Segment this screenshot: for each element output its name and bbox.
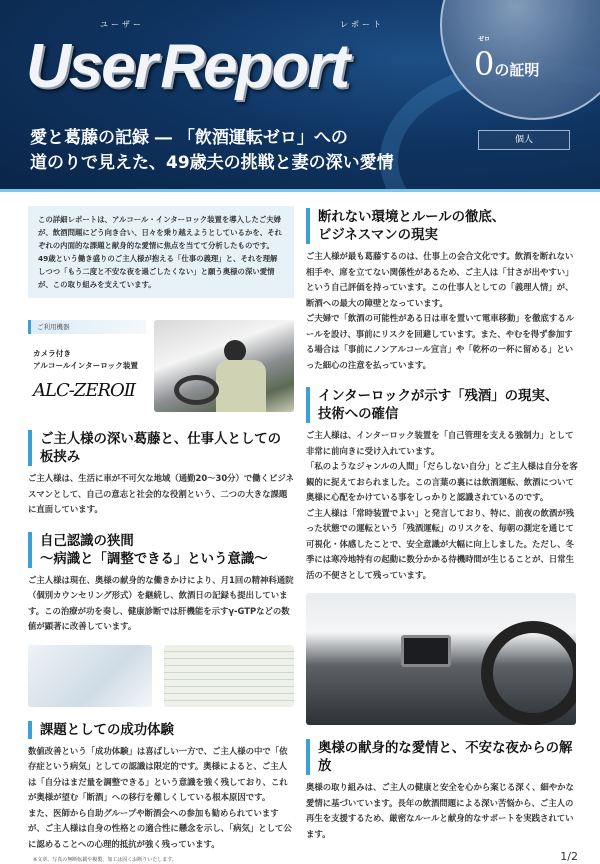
section-body: ご主人様が最も葛藤するのは、仕事上の会合文化です。飲酒を断れない相手や、席を立てない関係性があるため、ご主人は「甘さが出やすい」という自己評価を持っています。この仕事人としての「義理人情」が、断酒への最大の障壁となっています。 ご夫婦で「飲酒の可能性がある日は車を置いて電車移動」を徹底するルールを設け、事前にリスクを回避しています。また、やむを得ず参加する場合は「事前にノンアルコール宣言」や「乾杯の一杯に留める」といった細心の注意を払っています。 xyxy=(306,251,574,370)
section-heading: インターロックが示す「残酒」の現実、 技術への確信 xyxy=(306,387,578,423)
doctor-photo xyxy=(28,645,152,707)
section-heading: 奥様の献身的な愛情と、不安な夜からの解放 xyxy=(306,739,578,775)
page-number-row xyxy=(306,850,578,864)
product-logo: ALC-ZEROⅡ xyxy=(33,380,135,401)
category-tag: 個人 xyxy=(478,130,570,150)
section-heading: 自己認識の狭間 〜病識と「調整できる」という意識〜 xyxy=(28,532,294,568)
driver-photo xyxy=(154,320,294,412)
user-report-logo: User Report xyxy=(26,32,349,101)
page-number: 1/2 xyxy=(560,850,578,863)
intro-box: この詳細レポートは、アルコール・インターロック装置を導入したご夫婦が、飲酒問題にどう向き合い、日々を乗り越えようとしているかを、それぞれの内面的な課題と献身的な愛情に焦点を当てて分析したものです。49歳という働き盛りのご主人様が抱える「仕事の義理」と、それを理解しつつ「もう二度と不安な夜を過ごしたくない」と願う奥様の深い愛情が、この取り組みを支えています。 xyxy=(28,206,294,298)
right-column xyxy=(306,206,578,864)
section-body: ご主人様は現在、奥様の献身的な働きかけにより、月1回の精神科通院（個別カウンセリング形式）を継続し、飲酒日の記録も提出しています。この治療が功を奏し、健康診断では肝機能を示すγ-GTPなどの数値が顕著に改善しています。 xyxy=(28,574,294,631)
section-heading: 断れない環境とルールの徹底、 ビジネスマンの現実 xyxy=(306,208,578,244)
record-sheet-photo xyxy=(164,645,294,707)
footnote: ※文章、写真の無断転載や複製、加工は固くお断りいたします。 xyxy=(33,857,177,863)
device-name: カメラ付き アルコールインターロック装置 xyxy=(33,349,139,370)
car-interior-photo xyxy=(306,593,576,725)
left-column xyxy=(28,206,294,864)
section-heading: 課題としての成功体験 xyxy=(28,721,294,739)
logo-ruby-user: ユーザー xyxy=(100,20,144,29)
device-info xyxy=(28,320,146,412)
section-heading: ご主人様の深い葛藤と、仕事人としての板挟み xyxy=(28,430,294,466)
zero-proof-badge: ゼロ 0の証明 xyxy=(474,36,540,83)
section-body: 奥様の取り組みは、ご主人の健康と安全を心から案じる深く、細やかな愛情に基づいています。長年の飲酒問題による深い苦悩から、ご主人の再生を支援するため、厳密なルールと献身的なサポートを実践されています。 xyxy=(306,782,574,839)
section-body: ご主人様は、インターロック装置を「自己管理を支える強制力」として非常に前向きに受け入れています。 「私のようなジャンルの人間」「だらしない自分」とご主人様は自分を客観的に捉えておられました。この言葉の裏には飲酒運転、飲酒について奥様に心配をかけている事をしっかりと認識されているのです。 ご主人様は「常時装置でよい」と発言しており、特に、前夜の飲酒が残った状態での運転という「残酒運転」のリスクを、毎朝の測定を通じて可視化・体感したことで、安全意識が大幅に向上しました。ただし、冬季には寒冷地特有の起動に数分かかる待機時間が生じることが、日常生活の不便さとして残っています。 xyxy=(306,430,578,580)
section-body: ご主人様は、生活に車が不可欠な地域（通勤20〜30分）で働くビジネスマンとして、自己の意志と社会的な役割という、二つの大きな課題に直面しています。 xyxy=(28,473,294,514)
logo-ruby-report: レポート xyxy=(340,20,384,29)
section-body: 数値改善という「成功体験」は喜ばしい一方で、ご主人様の中で「依存症という病気」としての認識は限定的です。奥様によると、ご主人は「自分はまだ量を調整できる」という意識を強く残しており、これが奥様が望む「断酒」への移行を難しくしている根本原因です。 また、医師から自助グループや断酒会への参加も勧められていますが、ご主人様は自身の性格との適合性に懸念を示し、「病気」として公に認めることへの心理的抵抗が強く残っています。 xyxy=(28,745,292,849)
page-title: 愛と葛藤の記録 ― 「飲酒運転ゼロ」への 道のりで見えた、49歳夫の挑戦と妻の深い愛情 xyxy=(30,128,394,173)
device-panel xyxy=(28,320,294,412)
image-row xyxy=(28,645,294,707)
header-banner xyxy=(0,0,600,192)
device-label: ご利用機器 xyxy=(28,320,146,334)
